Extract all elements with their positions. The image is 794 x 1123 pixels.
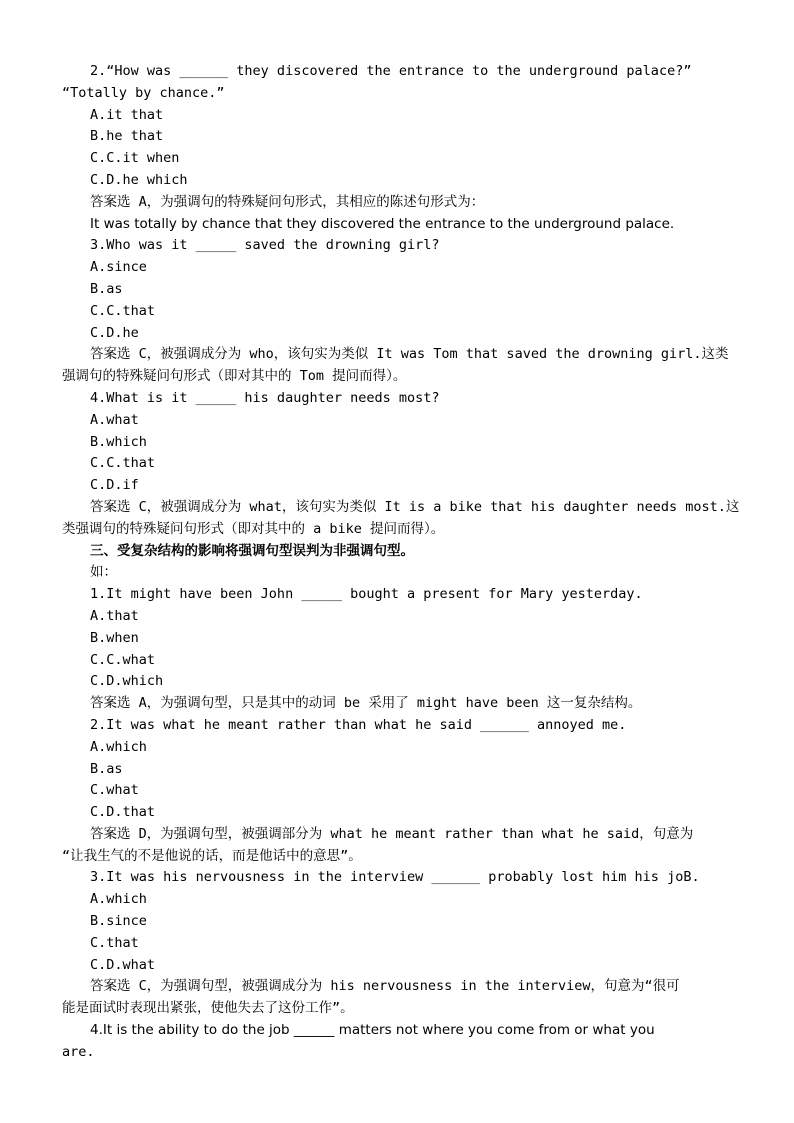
option-c: C.what: [90, 782, 139, 799]
option-b: B.he that: [90, 128, 164, 145]
option-b: B.since: [90, 913, 147, 930]
option-c: C.C.that: [90, 302, 156, 319]
option-a: A.it that: [90, 106, 164, 123]
answer-example-sentence: It was totally by chance that they discovered the entrance to the underground palace.: [90, 215, 675, 232]
question-1-stem: 1.It might have been John _____ bought a present for Mary yesterday.: [90, 586, 643, 603]
question-4-stem: 4.It is the ability to do the job ______ matters not where you come from or what you: [90, 1022, 655, 1039]
question-3-stem: 3.It was his nervousness in the interview ______ probably lost him his joB.: [90, 869, 700, 886]
option-a: A.what: [90, 411, 139, 428]
option-d: C.D.what: [90, 956, 156, 973]
option-c: C.that: [90, 934, 139, 951]
option-d: C.D.which: [90, 673, 164, 690]
option-b: B.when: [90, 629, 139, 646]
answer-explanation-continued: 类强调句的特殊疑问句形式（即对其中的 a bike 提问而得）。: [62, 520, 445, 537]
question-2-stem: 2.It was what he meant rather than what he said ______ annoyed me.: [90, 716, 627, 733]
answer-explanation: 答案选 C，被强调成分为 what，该句实为类似 It is a bike that his daughter needs most.这: [90, 498, 740, 515]
question-4-stem-continued: are.: [62, 1043, 95, 1060]
option-b: B.as: [90, 280, 123, 297]
option-c: C.C.it when: [90, 150, 180, 167]
option-b: B.as: [90, 760, 123, 777]
answer-explanation-continued: “让我生气的不是他说的话，而是他话中的意思”。: [62, 847, 362, 864]
option-b: B.which: [90, 433, 147, 450]
answer-explanation: 答案选 C，被强调成分为 who，该句实为类似 It was Tom that saved the drowning girl.这类: [90, 346, 729, 363]
option-d: C.D.that: [90, 804, 156, 821]
option-a: A.since: [90, 259, 147, 276]
answer-explanation: 答案选 A，为强调句的特殊疑问句形式，其相应的陈述句形式为：: [90, 193, 485, 210]
option-a: A.which: [90, 738, 147, 755]
document-body: [62, 61, 752, 1064]
option-d: C.D.he which: [90, 171, 188, 188]
answer-explanation-continued: 强调句的特殊疑问句形式（即对其中的 Tom 提问而得）。: [62, 368, 407, 385]
option-a: A.that: [90, 607, 139, 624]
option-c: C.C.that: [90, 455, 156, 472]
section-heading: 三、受复杂结构的影响将强调句型误判为非强调句型。: [90, 542, 414, 559]
question-2-stem: 2.“How was ______ they discovered the entrance to the underground palace?”: [90, 63, 692, 79]
option-d: C.D.if: [90, 477, 139, 494]
question-2-reply: “Totally by chance.”: [62, 84, 225, 101]
answer-explanation: 答案选 D，为强调句型，被强调部分为 what he meant rather than what he said，句意为: [90, 825, 694, 842]
answer-explanation-continued: 能是面试时表现出紧张，使他失去了这份工作”。: [62, 1000, 354, 1017]
answer-explanation: 答案选 A，为强调句型，只是其中的动词 be 采用了 might have been 这一复杂结构。: [90, 695, 642, 712]
option-d: C.D.he: [90, 324, 139, 341]
question-4-stem: 4.What is it _____ his daughter needs most?: [90, 389, 440, 406]
answer-explanation: 答案选 C，为强调句型，被强调成分为 his nervousness in the interview，句意为“很可: [90, 978, 680, 995]
example-intro: 如：: [90, 564, 117, 581]
option-c: C.C.what: [90, 651, 156, 668]
option-a: A.which: [90, 891, 147, 908]
question-3-stem: 3.Who was it _____ saved the drowning girl?: [90, 237, 440, 254]
